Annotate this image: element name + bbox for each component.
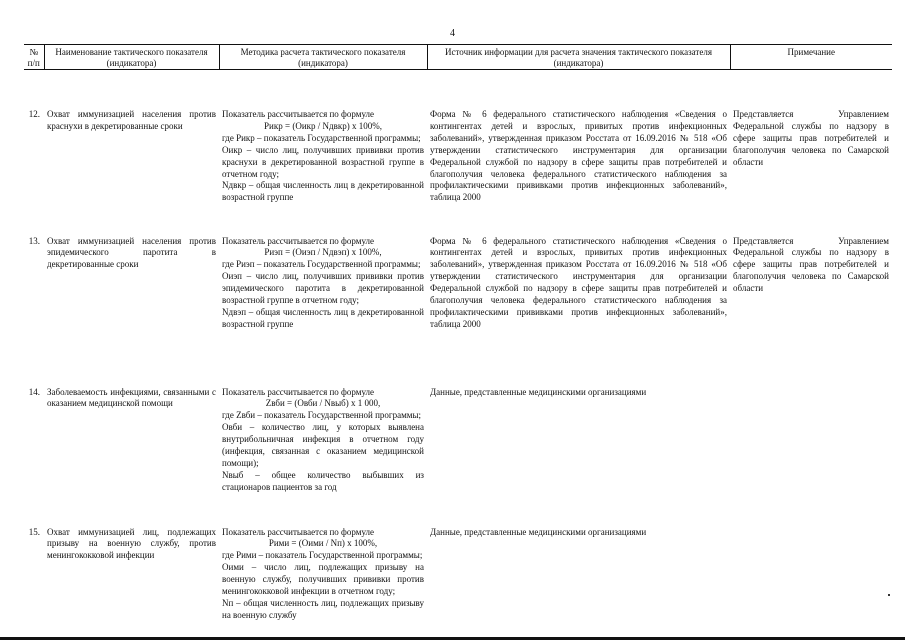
method-line: где Zвби – показатель Государственной программы; (222, 410, 422, 421)
table-row (24, 359, 892, 499)
header-note: Примечание (730, 45, 892, 70)
row-method (219, 499, 427, 622)
method-formula: Pими = (Oими / Nп) x 100%, (268, 538, 378, 549)
table-row (24, 70, 892, 208)
method-formula: Zвби = (Oвби / Nвыб) x 1 000, (265, 398, 381, 409)
row-num: 14. (28, 386, 40, 397)
method-intro: Показатель рассчитывается по формуле (222, 235, 375, 246)
method-intro: Показатель рассчитывается по формуле (222, 386, 375, 397)
method-line: Nдвэп – общая численность лиц в декретированной возрастной группе (222, 306, 424, 329)
table-row (24, 499, 892, 622)
row-source: Данные, представленные медицинскими организациями (430, 386, 647, 397)
row-note: Представляется Управлением Федеральной службы по надзору в сфере защиты прав потребителей и благополучия человека по Самарской области (733, 235, 889, 294)
method-line: где Pиэп – показатель Государственной программы; (222, 259, 421, 270)
method-formula: Pикр = (Oикр / Nдвкр) x 100%, (264, 120, 382, 131)
method-formula: Pиэп = (Oиэп / Nдвэп) x 100%, (264, 247, 382, 258)
method-line: где Pими – показатель Государственной программы; (222, 550, 423, 561)
row-name: Заболеваемость инфекциями, связанными с оказанием медицинской помощи (47, 386, 216, 409)
header-num: № п/п (24, 45, 44, 70)
row-name: Охват иммунизацией лиц, подлежащих призыву на военную службу, против менингококковой инфекции (47, 526, 216, 561)
scan-speck (888, 594, 890, 596)
method-intro: Показатель рассчитывается по формуле (222, 109, 375, 119)
row-name: Охват иммунизацией населения против эпидемического паротита в декретированные сроки (47, 235, 216, 270)
row-source: Форма № 6 федерального статистического наблюдения «Сведения о контингентах детей и взрослых, привитых против инфекционных заболеваний», утвержденная приказом Росстата от 16.09.2016 № 518 «Об утверждении статистического инструментария для организации Федеральной службой по надзору в сфере защиты прав потребителей и благополучия человека федерального статистического наблюдения за профилактическими прививками против инфекционных заболеваний», таблица 2000 (430, 109, 727, 203)
row-source: Форма № 6 федерального статистического наблюдения «Сведения о контингентах детей и взрослых, привитых против инфекционных заболеваний», утвержденная приказом Росстата от 16.09.2016 № 518 «Об утверждении статистического инструментария для организации Федеральной службой по надзору в сфере защиты прав потребителей и благополучия человека федерального статистического наблюдения за профилактическими прививками против инфекционных заболеваний», таблица 2000 (430, 235, 727, 329)
page-number: 4 (450, 28, 455, 39)
table-header-row (24, 45, 892, 70)
method-line: Nвыб – общее количество выбывших из стационаров пациентов за год (222, 469, 424, 492)
method-line: Oими – число лиц, подлежащих призыву на военную службу, получивших прививки против менингококковой инфекции в отчетном году; (222, 562, 424, 597)
table-row (24, 208, 892, 359)
row-num: 12. (28, 109, 40, 119)
row-note (730, 359, 892, 499)
method-line: Oикр – число лиц, получивших прививки против краснухи в декретированной возрастной группе в отчетном году; (222, 144, 424, 179)
indicator-table (24, 45, 892, 622)
row-name: Охват иммунизацией населения против краснухи в декретированные сроки (47, 109, 216, 131)
method-line: Nдвкр – общая численность лиц в декретированной возрастной группе (222, 180, 424, 203)
row-source: Данные, представленные медицинскими организациями (430, 526, 647, 537)
method-line: Oиэп – число лиц, получивших прививки против эпидемического паротита в декретированной возрастной группе в отчетном году; (222, 271, 424, 306)
method-line: где Pикр – показатель Государственной программы; (222, 132, 421, 143)
row-method (219, 70, 427, 208)
row-num: 13. (28, 235, 40, 246)
header-method: Методика расчета тактического показателя (индикатора) (219, 45, 427, 70)
row-num: 15. (28, 526, 40, 537)
header-source: Источник информации для расчета значения тактического показателя (индикатора) (427, 45, 730, 70)
method-line: Oвби – количество лиц, у которых выявлена внутрибольничная инфекция в отчетном году (инфекция, связанная с оказанием медицинской помощи); (222, 422, 424, 468)
row-note: Представляется Управлением Федеральной службы по надзору в сфере защиты прав потребителей и благополучия человека по Самарской области (733, 109, 889, 167)
row-method (219, 208, 427, 359)
row-method (219, 359, 427, 499)
row-note (730, 499, 892, 622)
method-line: Nп – общая численность лиц, подлежащих призыву на военную службу (222, 597, 424, 620)
header-name: Наименование тактического показателя (индикатора) (44, 45, 219, 70)
method-intro: Показатель рассчитывается по формуле (222, 526, 375, 537)
